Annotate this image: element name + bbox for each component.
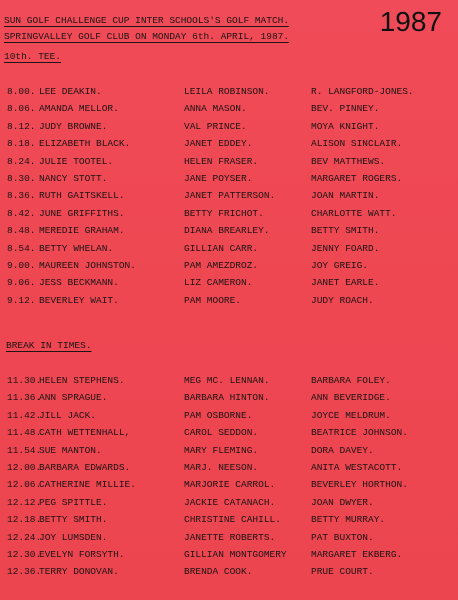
player-1: JULIE TOOTEL. — [39, 155, 114, 167]
player-1: BETTY WHELAN. — [39, 242, 114, 254]
player-2: JANETTE ROBERTS. — [184, 531, 276, 543]
tee-time: 11.42. — [7, 409, 42, 421]
player-1: ELIZABETH BLACK. — [39, 138, 131, 150]
player-3: JENNY FOARD. — [311, 242, 380, 254]
player-1: NANCY STOTT. — [39, 172, 108, 184]
tee-time: 11.54. — [7, 444, 42, 456]
tee-time: 12.00. — [7, 461, 42, 473]
tee-time: 8.00. — [7, 86, 36, 97]
player-2: JANET EDDEY. — [184, 138, 253, 150]
player-1: JILL JACK. — [39, 409, 97, 421]
player-1: JUDY BROWNE. — [39, 120, 108, 132]
tee-time: 9.00. — [7, 259, 36, 271]
player-2: VAL PRINCE. — [184, 120, 247, 132]
player-1: BETTY SMITH. — [39, 514, 108, 526]
tee-time: 8.30. — [7, 172, 36, 184]
player-2: ANNA MASON. — [184, 103, 247, 115]
tee-time: 11.36. — [7, 392, 42, 404]
event-title: SUN GOLF CHALLENGE CUP INTER SCHOOLS'S GOLF MATCH. — [4, 15, 290, 26]
player-3: ANN BEVERIDGE. — [311, 392, 391, 404]
tee-time: 12.06. — [7, 479, 42, 491]
player-1: JUNE GRIFFITHS. — [39, 207, 125, 219]
player-1: CATH WETTENHALL, — [39, 427, 131, 439]
player-2: BETTY FRICHOT. — [184, 207, 264, 219]
player-3: BEVERLEY HORTHON. — [311, 479, 408, 491]
player-2: CAROL SEDDON. — [184, 427, 259, 439]
player-1: PEG SPITTLE. — [39, 496, 108, 508]
player-2: JANE POYSER. — [184, 172, 253, 184]
tee-time: 12.12. — [7, 496, 42, 508]
player-1: BARBARA EDWARDS. — [39, 461, 131, 473]
player-2: GILLIAN MONTGOMERY — [184, 548, 287, 560]
player-1: CATHERINE MILLIE. — [39, 479, 136, 491]
player-1: MAUREEN JOHNSTON. — [39, 259, 136, 271]
player-1: JOY LUMSDEN. — [39, 531, 108, 543]
player-2: HELEN FRASER. — [184, 155, 259, 167]
tee-time: 12.24. — [7, 531, 42, 543]
player-3: R. LANGFORD-JONES. — [311, 86, 414, 97]
player-1: LEE DEAKIN. — [39, 86, 102, 97]
year-heading: 1987 — [379, 6, 442, 37]
player-2: MEG MC. LENNAN. — [184, 375, 270, 386]
player-1: AMANDA MELLOR. — [39, 103, 119, 115]
player-2: PAM AMEZDROZ. — [184, 259, 259, 271]
player-3: JOYCE MELDRUM. — [311, 409, 391, 421]
player-2: CHRISTINE CAHILL. — [184, 514, 281, 526]
player-3: ALISON SINCLAIR. — [311, 138, 403, 150]
player-3: JUDY ROACH. — [311, 294, 374, 306]
player-2: DIANA BREARLEY. — [184, 225, 270, 237]
tee-time: 9.12. — [7, 294, 36, 306]
player-2: MARJ. NEESON. — [184, 461, 259, 473]
player-3: PAT BUXTON. — [311, 531, 374, 543]
player-2: PAM MOORE. — [184, 294, 242, 306]
player-3: BEATRICE JOHNSON. — [311, 427, 408, 439]
player-2: MARY FLEMING. — [184, 444, 259, 456]
player-3: BEV. PINNEY. — [311, 103, 380, 115]
player-2: MARJORIE CARROL. — [184, 479, 276, 491]
tee-time: 11.30. — [7, 375, 42, 386]
player-2: GILLIAN CARR. — [184, 242, 259, 254]
player-2: LIZ CAMERON. — [184, 277, 253, 289]
player-1: TERRY DONOVAN. — [39, 566, 119, 578]
player-3: BETTY MURRAY. — [311, 514, 386, 526]
tee-time: 12.36. — [7, 566, 42, 578]
player-2: BARBARA HINTON. — [184, 392, 270, 404]
player-3: BETTY SMITH. — [311, 225, 380, 237]
player-3: MARGARET EKBERG. — [311, 548, 403, 560]
tee-time: 8.12. — [7, 120, 36, 132]
player-3: JOAN DWYER. — [311, 496, 374, 508]
player-3: ANITA WESTACOTT. — [311, 461, 403, 473]
tee-time: 12.30. — [7, 548, 42, 560]
player-2: JACKIE CATANACH. — [184, 496, 276, 508]
player-3: CHARLOTTE WATT. — [311, 207, 397, 219]
tee-time: 8.24. — [7, 155, 36, 167]
tee-time: 8.42. — [7, 207, 36, 219]
player-3: JOY GREIG. — [311, 259, 369, 271]
player-3: BARBARA FOLEY. — [311, 375, 391, 386]
tee-time: 12.18. — [7, 514, 42, 526]
player-3: PRUE COURT. — [311, 566, 374, 578]
venue-date-line: SPRINGVALLEY GOLF CLUB ON MONDAY 6th. APRIL, 1987. — [4, 31, 290, 42]
player-1: RUTH GAITSKELL. — [39, 190, 125, 202]
player-2: LEILA ROBINSON. — [184, 86, 270, 97]
player-1: JESS BECKMANN. — [39, 277, 119, 289]
tee-time: 8.54. — [7, 242, 36, 254]
tee-time: 8.06. — [7, 103, 36, 115]
tee-time: 8.18. — [7, 138, 36, 150]
player-3: MOYA KNIGHT. — [311, 120, 380, 132]
tee-time: 8.48. — [7, 225, 36, 237]
break-heading: BREAK IN TIMES. — [6, 340, 92, 351]
player-3: JANET EARLE. — [311, 277, 380, 289]
player-2: BRENDA COOK. — [184, 566, 253, 578]
player-1: BEVERLEY WAIT. — [39, 294, 119, 306]
player-1: ANN SPRAGUE. — [39, 392, 108, 404]
player-1: EVELYN FORSYTH. — [39, 548, 125, 560]
player-3: MARGARET ROGERS. — [311, 172, 403, 184]
player-1: MEREDIE GRAHAM. — [39, 225, 125, 237]
tee-time: 11.48. — [7, 427, 42, 439]
tee-heading: 10th. TEE. — [4, 51, 62, 62]
player-3: JOAN MARTIN. — [311, 190, 380, 202]
player-3: DORA DAVEY. — [311, 444, 374, 456]
tee-time: 8.36. — [7, 190, 36, 202]
player-1: SUE MANTON. — [39, 444, 102, 456]
player-1: HELEN STEPHENS. — [39, 375, 125, 386]
player-2: JANET PATTERSON. — [184, 190, 276, 202]
player-3: BEV MATTHEWS. — [311, 155, 386, 167]
player-2: PAM OSBORNE. — [184, 409, 253, 421]
tee-time: 9.06. — [7, 277, 36, 289]
